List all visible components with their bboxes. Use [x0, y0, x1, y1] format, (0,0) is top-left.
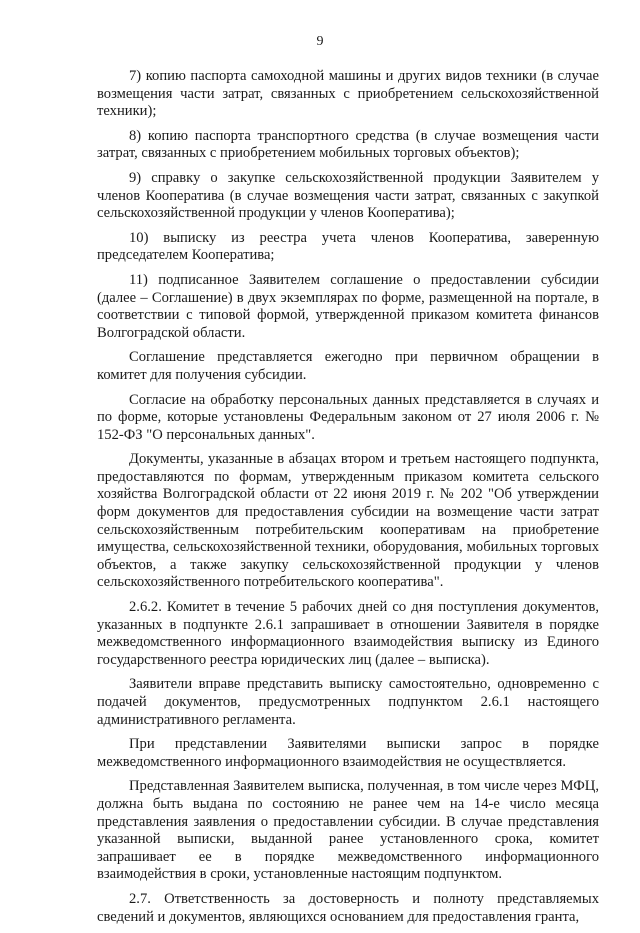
- paragraph-personal-data: Согласие на обработку персональных данных представляется в случаях и по форме, которые установлены Федеральным законом от 27 июля 2006 г. № 152-ФЗ "О персональных данных".: [97, 391, 599, 443]
- page-number: 9: [316, 34, 324, 49]
- paragraph-extract-validity: Представленная Заявителем выписка, полученная, в том числе через МФЦ, должна быть выдана по состоянию не ранее чем на 14-е число месяца представления заявления о предоставлении субсидии. В случае представления указанной выписки, выданной ранее установленного срока, комитет запрашивает ее в порядке межведомственного информационного взаимодействия в сроки, установленные настоящим подпунктом.: [97, 778, 599, 883]
- paragraph-2-7: 2.7. Ответственность за достоверность и полноту представляемых сведений и документов, являющихся основанием для предоставления гранта,: [97, 890, 599, 925]
- paragraph-item-7: 7) копию паспорта самоходной машины и других видов техники (в случае возмещения части затрат, связанных с приобретением сельскохозяйственной техники);: [97, 68, 599, 120]
- paragraph-item-11: 11) подписанное Заявителем соглашение о предоставлении субсидии (далее – Соглашение) в двух экземплярах по форме, размещенной на портале, в соответствии с типовой формой, утвержденной приказом комитета финансов Волгоградской области.: [97, 271, 599, 341]
- paragraph-document-forms: Документы, указанные в абзацах втором и третьем настоящего подпункта, предоставляются по формам, утвержденным приказом комитета сельского хозяйства Волгоградской области от 22 июня 2019 г. № 202 "Об утверждении форм документов для предоставления субсидии на возмещение части затрат сельскохозяйственным потребительским кооперативам на приобретение имущества, сельскохозяйственной техники, оборудования, мобильных торговых объектов, а также закупку сельскохозяйственной продукции у членов сельскохозяйственного потребительского кооператива".: [97, 451, 599, 591]
- paragraph-item-9: 9) справку о закупке сельскохозяйственной продукции Заявителем у членов Кооператива (в случае возмещения части затрат, связанных с закупкой сельскохозяйственной продукции у членов Кооператива);: [97, 169, 599, 222]
- paragraph-agreement: Соглашение представляется ежегодно при первичном обращении в комитет для получения субсидии.: [97, 349, 599, 383]
- paragraph-2-6-2: 2.6.2. Комитет в течение 5 рабочих дней со дня поступления документов, указанных в подпункте 2.6.1 запрашивает в отношении Заявителя в порядке межведомственного информационного взаимодействия выписку из Единого государственного реестра юридических лиц (далее – выписка).: [97, 599, 599, 668]
- paragraph-self-submission: Заявители вправе представить выписку самостоятельно, одновременно с подачей документов, предусмотренных подпунктом 2.6.1 настоящего административного регламента.: [97, 676, 599, 728]
- document-body: [97, 68, 599, 933]
- paragraph-item-8: 8) копию паспорта транспортного средства (в случае возмещения части затрат, связанных с приобретением мобильных торговых объектов);: [97, 127, 599, 162]
- paragraph-no-request: При представлении Заявителями выписки запрос в порядке межведомственного информационного взаимодействия не осуществляется.: [97, 736, 599, 770]
- paragraph-item-10: 10) выписку из реестра учета членов Кооператива, заверенную председателем Кооператива;: [97, 229, 599, 264]
